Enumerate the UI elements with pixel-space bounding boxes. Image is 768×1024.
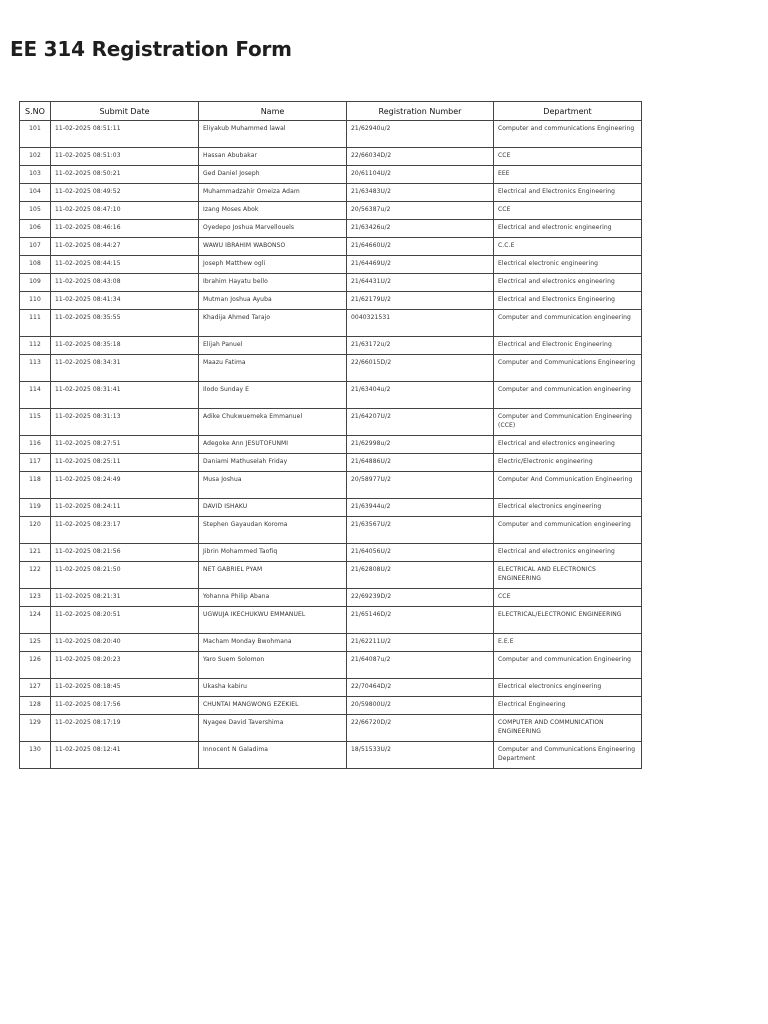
cell-name: Nyagee David Tavershima [199, 715, 347, 742]
cell-name: UGWUJA IKECHUKWU EMMANUEL [199, 607, 347, 634]
cell-department: Electrical and electronics engineering [494, 436, 642, 454]
cell-registration-number: 21/63567U/2 [347, 517, 494, 544]
cell-registration-number: 21/62808U/2 [347, 562, 494, 589]
column-header-department: Department [494, 102, 642, 121]
cell-submit-date: 11-02-2025 08:50:21 [51, 166, 199, 184]
cell-registration-number: 22/70464D/2 [347, 679, 494, 697]
cell-sno: 108 [20, 256, 51, 274]
cell-sno: 118 [20, 472, 51, 499]
cell-name: DAVID ISHAKU [199, 499, 347, 517]
cell-sno: 128 [20, 697, 51, 715]
cell-department: Computer and communications Engineering [494, 121, 642, 148]
cell-department: Computer and communication engineering [494, 382, 642, 409]
cell-submit-date: 11-02-2025 08:51:03 [51, 148, 199, 166]
column-header-name: Name [199, 102, 347, 121]
table-row [20, 454, 642, 472]
cell-name: Daniami Mathuselah Friday [199, 454, 347, 472]
cell-registration-number: 20/59800U/2 [347, 697, 494, 715]
form-title: EE 314 Registration Form [10, 37, 292, 61]
cell-registration-number: 22/69239D/2 [347, 589, 494, 607]
cell-registration-number: 21/62998u/2 [347, 436, 494, 454]
cell-name: NET GABRIEL PYAM [199, 562, 347, 589]
table-row [20, 355, 642, 382]
table-header [20, 102, 642, 121]
cell-submit-date: 11-02-2025 08:20:51 [51, 607, 199, 634]
cell-name: Mutman Joshua Ayuba [199, 292, 347, 310]
cell-sno: 112 [20, 337, 51, 355]
cell-submit-date: 11-02-2025 08:18:45 [51, 679, 199, 697]
cell-name: WAWU IBRAHIM WABONSO [199, 238, 347, 256]
cell-name: Muhammadzahir Omeiza Adam [199, 184, 347, 202]
cell-sno: 106 [20, 220, 51, 238]
cell-submit-date: 11-02-2025 08:49:52 [51, 184, 199, 202]
table-row [20, 409, 642, 436]
cell-department: EEE [494, 166, 642, 184]
table-row [20, 634, 642, 652]
cell-department: CCE [494, 148, 642, 166]
cell-submit-date: 11-02-2025 08:44:15 [51, 256, 199, 274]
cell-registration-number: 0040321531 [347, 310, 494, 337]
cell-registration-number: 22/66015D/2 [347, 355, 494, 382]
table-row [20, 256, 642, 274]
cell-department: ELECTRICAL/ELECTRONIC ENGINEERING [494, 607, 642, 634]
cell-department: Electrical and Electronics Engineering [494, 184, 642, 202]
table-row [20, 742, 642, 769]
column-header-registration-number: Registration Number [347, 102, 494, 121]
cell-sno: 115 [20, 409, 51, 436]
cell-registration-number: 21/63426u/2 [347, 220, 494, 238]
cell-submit-date: 11-02-2025 08:21:56 [51, 544, 199, 562]
column-header-submit-date: Submit Date [51, 102, 199, 121]
cell-sno: 119 [20, 499, 51, 517]
cell-sno: 101 [20, 121, 51, 148]
cell-department: Electrical electronics engineering [494, 679, 642, 697]
cell-registration-number: 21/64207U/2 [347, 409, 494, 436]
cell-department: COMPUTER AND COMMUNICATION ENGINEERING [494, 715, 642, 742]
cell-name: Ilodo Sunday E [199, 382, 347, 409]
cell-department: Electrical and Electronics Engineering [494, 292, 642, 310]
table-row [20, 697, 642, 715]
cell-submit-date: 11-02-2025 08:43:08 [51, 274, 199, 292]
table-row [20, 436, 642, 454]
cell-name: Innocent N Galadima [199, 742, 347, 769]
cell-department: Computer and communication engineering [494, 310, 642, 337]
cell-registration-number: 21/64469U/2 [347, 256, 494, 274]
cell-sno: 110 [20, 292, 51, 310]
cell-submit-date: 11-02-2025 08:31:13 [51, 409, 199, 436]
table-row [20, 337, 642, 355]
cell-name: Ukasha kabiru [199, 679, 347, 697]
cell-sno: 123 [20, 589, 51, 607]
cell-department: Computer and Communications Engineering Department [494, 742, 642, 769]
cell-registration-number: 21/64886U/2 [347, 454, 494, 472]
cell-sno: 105 [20, 202, 51, 220]
cell-registration-number: 21/64431U/2 [347, 274, 494, 292]
cell-department: CCE [494, 202, 642, 220]
table-row [20, 517, 642, 544]
cell-department: Electrical Engineering [494, 697, 642, 715]
table-row [20, 679, 642, 697]
cell-registration-number: 21/65146D/2 [347, 607, 494, 634]
cell-sno: 102 [20, 148, 51, 166]
cell-name: Izang Moses Abok [199, 202, 347, 220]
cell-registration-number: 20/56387u/2 [347, 202, 494, 220]
cell-sno: 113 [20, 355, 51, 382]
cell-name: Maazu Fatima [199, 355, 347, 382]
cell-submit-date: 11-02-2025 08:46:16 [51, 220, 199, 238]
cell-sno: 125 [20, 634, 51, 652]
cell-department: Electrical and Electronic Engineering [494, 337, 642, 355]
cell-name: Yaro Suem Solomon [199, 652, 347, 679]
cell-name: Eliyakub Muhammed lawal [199, 121, 347, 148]
cell-name: Ibrahim Hayatu bello [199, 274, 347, 292]
cell-registration-number: 18/51533U/2 [347, 742, 494, 769]
cell-submit-date: 11-02-2025 08:24:11 [51, 499, 199, 517]
cell-name: Oyedepo Joshua Marvellouels [199, 220, 347, 238]
cell-department: Computer and Communication Engineering (CCE) [494, 409, 642, 436]
cell-registration-number: 22/66720D/2 [347, 715, 494, 742]
cell-submit-date: 11-02-2025 08:35:55 [51, 310, 199, 337]
cell-name: Yohanna Philip Abana [199, 589, 347, 607]
cell-registration-number: 20/61104U/2 [347, 166, 494, 184]
cell-submit-date: 11-02-2025 08:27:51 [51, 436, 199, 454]
cell-name: Hassan Abubakar [199, 148, 347, 166]
table-row [20, 292, 642, 310]
cell-sno: 109 [20, 274, 51, 292]
cell-submit-date: 11-02-2025 08:51:11 [51, 121, 199, 148]
cell-submit-date: 11-02-2025 08:20:40 [51, 634, 199, 652]
cell-name: Elijah Panuel [199, 337, 347, 355]
cell-registration-number: 21/64660U/2 [347, 238, 494, 256]
cell-department: Electrical and electronics engineering [494, 544, 642, 562]
cell-sno: 124 [20, 607, 51, 634]
table-row [20, 562, 642, 589]
cell-sno: 130 [20, 742, 51, 769]
cell-department: C.C.E [494, 238, 642, 256]
cell-submit-date: 11-02-2025 08:23:17 [51, 517, 199, 544]
table-row [20, 652, 642, 679]
cell-registration-number: 20/58977U/2 [347, 472, 494, 499]
cell-name: CHUNTAI MANGWONG EZEKIEL [199, 697, 347, 715]
cell-registration-number: 21/63172u/2 [347, 337, 494, 355]
cell-sno: 126 [20, 652, 51, 679]
cell-sno: 107 [20, 238, 51, 256]
cell-department: Computer and communication Engineering [494, 652, 642, 679]
cell-name: Adegoke Ann JESUTOFUNMI [199, 436, 347, 454]
table-row [20, 220, 642, 238]
cell-submit-date: 11-02-2025 08:47:10 [51, 202, 199, 220]
cell-registration-number: 21/64087u/2 [347, 652, 494, 679]
table-row [20, 148, 642, 166]
cell-registration-number: 21/63483U/2 [347, 184, 494, 202]
cell-department: E.E.E [494, 634, 642, 652]
cell-sno: 120 [20, 517, 51, 544]
cell-registration-number: 21/62211U/2 [347, 634, 494, 652]
cell-registration-number: 21/63404u/2 [347, 382, 494, 409]
cell-submit-date: 11-02-2025 08:24:49 [51, 472, 199, 499]
table-row [20, 274, 642, 292]
registration-table [19, 101, 642, 769]
table-row [20, 166, 642, 184]
cell-submit-date: 11-02-2025 08:31:41 [51, 382, 199, 409]
cell-department: Electrical and electronics engineering [494, 274, 642, 292]
table-row [20, 472, 642, 499]
table-row [20, 310, 642, 337]
cell-submit-date: 11-02-2025 08:21:31 [51, 589, 199, 607]
cell-department: ELECTRICAL AND ELECTRONICS ENGINEERING [494, 562, 642, 589]
cell-sno: 104 [20, 184, 51, 202]
table-row [20, 184, 642, 202]
table-row [20, 238, 642, 256]
column-header-sno: S.NO [20, 102, 51, 121]
cell-name: Khadija Ahmed Tarajo [199, 310, 347, 337]
cell-department: Electrical electronic engineering [494, 256, 642, 274]
cell-sno: 129 [20, 715, 51, 742]
cell-sno: 127 [20, 679, 51, 697]
header-row [20, 102, 642, 121]
cell-submit-date: 11-02-2025 08:17:56 [51, 697, 199, 715]
table-row [20, 715, 642, 742]
cell-department: Computer and Communications Engineering [494, 355, 642, 382]
table-row [20, 589, 642, 607]
cell-department: Computer And Communication Engineering [494, 472, 642, 499]
cell-sno: 103 [20, 166, 51, 184]
cell-name: Musa Joshua [199, 472, 347, 499]
cell-submit-date: 11-02-2025 08:44:27 [51, 238, 199, 256]
table-row [20, 202, 642, 220]
cell-sno: 114 [20, 382, 51, 409]
cell-registration-number: 21/63944u/2 [347, 499, 494, 517]
cell-submit-date: 11-02-2025 08:20:23 [51, 652, 199, 679]
cell-registration-number: 21/62179U/2 [347, 292, 494, 310]
cell-sno: 117 [20, 454, 51, 472]
cell-name: Jibrin Mohammed Taofiq [199, 544, 347, 562]
table-row [20, 121, 642, 148]
cell-name: Macham Monday Bwohmana [199, 634, 347, 652]
cell-submit-date: 11-02-2025 08:35:18 [51, 337, 199, 355]
table-body [20, 121, 642, 769]
table-row [20, 607, 642, 634]
cell-submit-date: 11-02-2025 08:34:31 [51, 355, 199, 382]
cell-registration-number: 22/66034D/2 [347, 148, 494, 166]
cell-sno: 122 [20, 562, 51, 589]
cell-department: Electrical electronics engineering [494, 499, 642, 517]
table-row [20, 544, 642, 562]
cell-department: CCE [494, 589, 642, 607]
cell-department: Electrical and electronic engineering [494, 220, 642, 238]
cell-name: Ged Daniel Joseph [199, 166, 347, 184]
cell-submit-date: 11-02-2025 08:12:41 [51, 742, 199, 769]
table-row [20, 382, 642, 409]
cell-submit-date: 11-02-2025 08:21:50 [51, 562, 199, 589]
cell-department: Computer and communication engineering [494, 517, 642, 544]
cell-name: Joseph Matthew ogli [199, 256, 347, 274]
cell-name: Stephen Gayaudan Koroma [199, 517, 347, 544]
table-row [20, 499, 642, 517]
cell-registration-number: 21/64056U/2 [347, 544, 494, 562]
cell-submit-date: 11-02-2025 08:41:34 [51, 292, 199, 310]
cell-registration-number: 21/62940u/2 [347, 121, 494, 148]
cell-sno: 116 [20, 436, 51, 454]
cell-name: Adike Chukwuemeka Emmanuel [199, 409, 347, 436]
cell-submit-date: 11-02-2025 08:17:19 [51, 715, 199, 742]
cell-sno: 121 [20, 544, 51, 562]
cell-submit-date: 11-02-2025 08:25:11 [51, 454, 199, 472]
cell-sno: 111 [20, 310, 51, 337]
cell-department: Electric/Electronic engineering [494, 454, 642, 472]
